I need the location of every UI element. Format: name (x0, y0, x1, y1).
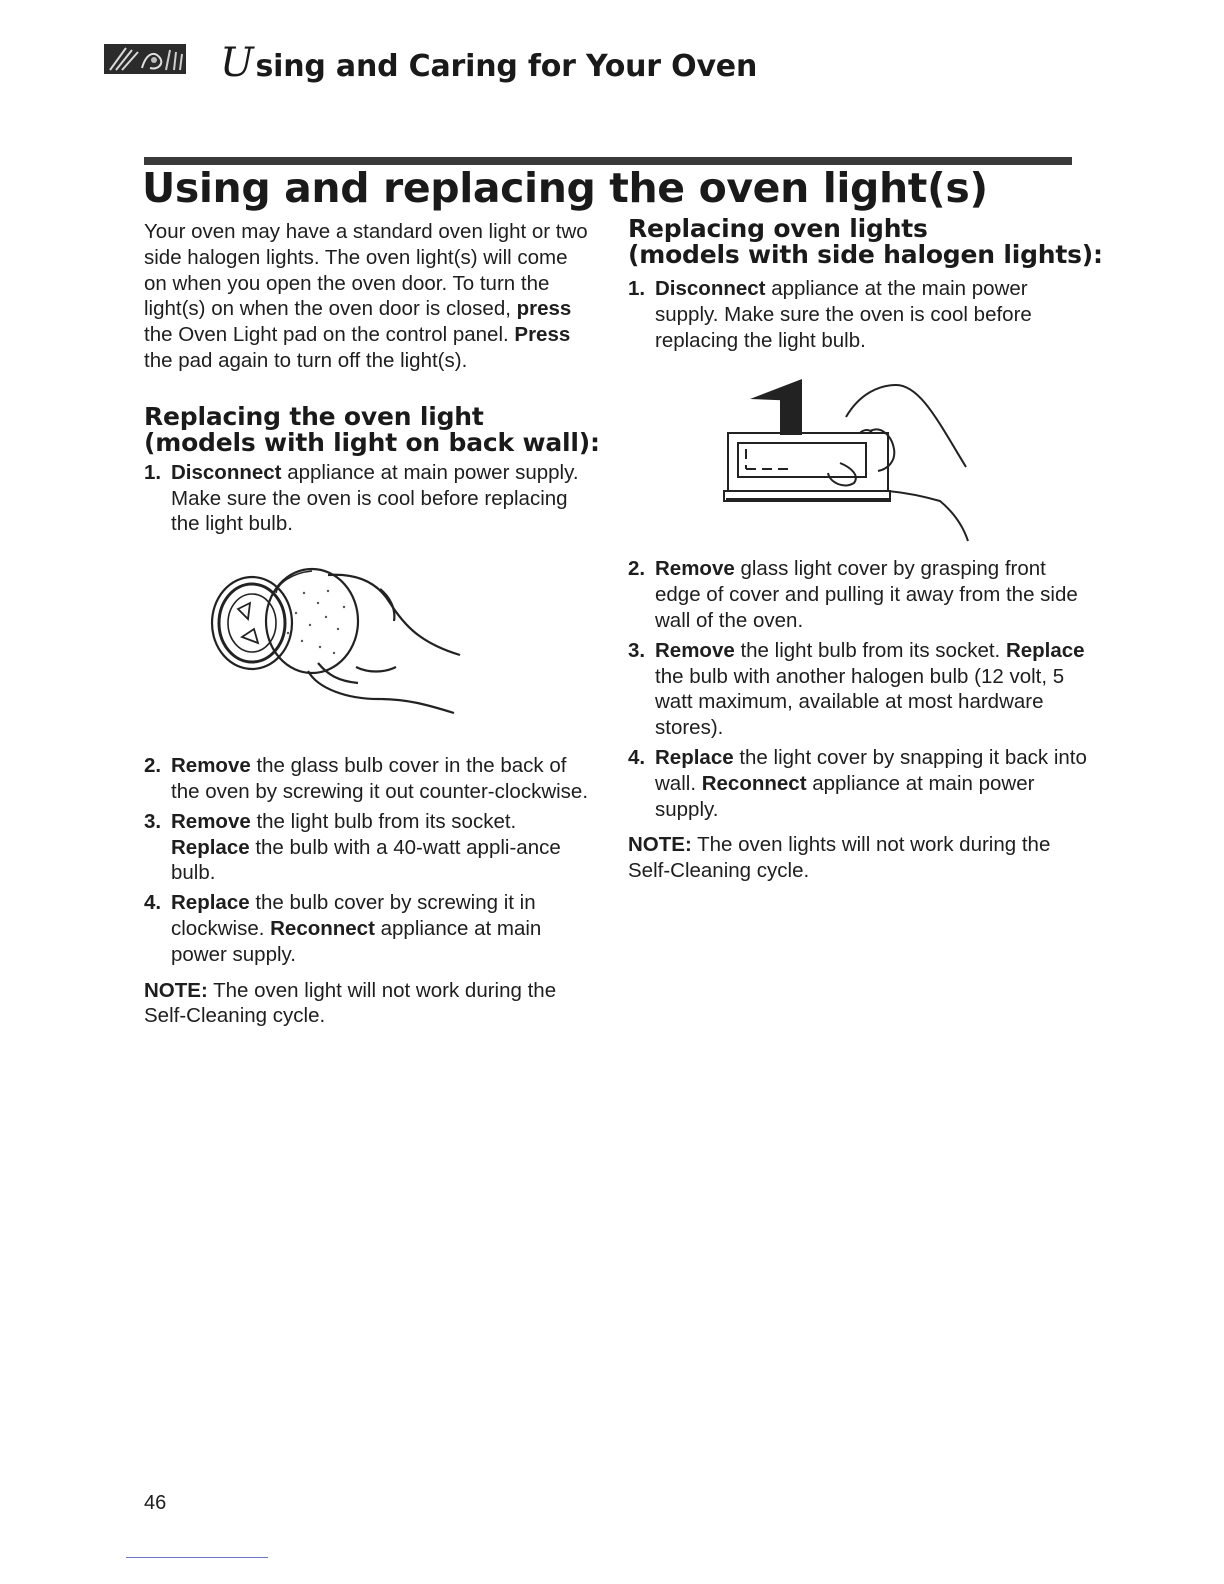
note-back-wall: NOTE: The oven light will not work during the Self-Cleaning cycle. (144, 978, 557, 1028)
list-item: 1. Disconnect appliance at the main power supply. Make sure the oven is cool before replacing the light bulb. (628, 277, 1032, 352)
list-item: 4. Replace the light cover by snapping it back into wall. Reconnect appliance at main power supply. (628, 745, 1087, 821)
page-number: 46 (144, 1492, 167, 1514)
halogen-cover-illustration (720, 371, 990, 546)
kitchen-tools-icon (104, 44, 186, 74)
subheading-back-wall: Replacing the oven light (models with light on back wall): (144, 401, 600, 457)
note-halogen: NOTE: The oven lights will not work during the Self-Cleaning cycle. (628, 833, 1051, 883)
intro-paragraph: Your oven may have a standard oven light or two side halogen lights. The oven light(s) will come on when you open the oven door. To turn the light(s) on when the oven door is closed, press the Oven Light pad on the control panel. Press the pad again to turn off the light(s). (144, 220, 588, 372)
list-item: 2. Remove glass light cover by grasping front edge of cover and pulling it away from the side wall of the oven. (628, 557, 1078, 632)
bulb-cover-illustration (208, 563, 508, 733)
page-header-title: Using and Caring for Your Oven (220, 40, 758, 86)
list-item: 2. Remove the glass bulb cover in the back of the oven by screwing it out counter-clockwise. (144, 754, 589, 803)
list-item: 1. Disconnect appliance at main power supply. Make sure the oven is cool before replacing the light bulb. (144, 460, 579, 536)
list-item: 4. Replace the bulb cover by screwing it in clockwise. Reconnect appliance at main power supply. (144, 891, 542, 966)
subheading-halogen: Replacing oven lights (models with side halogen lights): (628, 214, 1103, 269)
footer-line (126, 1557, 268, 1558)
list-item: 3. Remove the light bulb from its socket. Replace the bulb with another halogen bulb (12 volt, 5 watt maximum, available at most hardware stores). (628, 638, 1085, 740)
left-column (144, 219, 600, 1029)
list-item: 3. Remove the light bulb from its socket. Replace the bulb with a 40-watt appli-ance bulb. (144, 809, 561, 885)
right-column (628, 214, 1103, 884)
section-title: Using and replacing the oven light(s) (142, 164, 988, 212)
